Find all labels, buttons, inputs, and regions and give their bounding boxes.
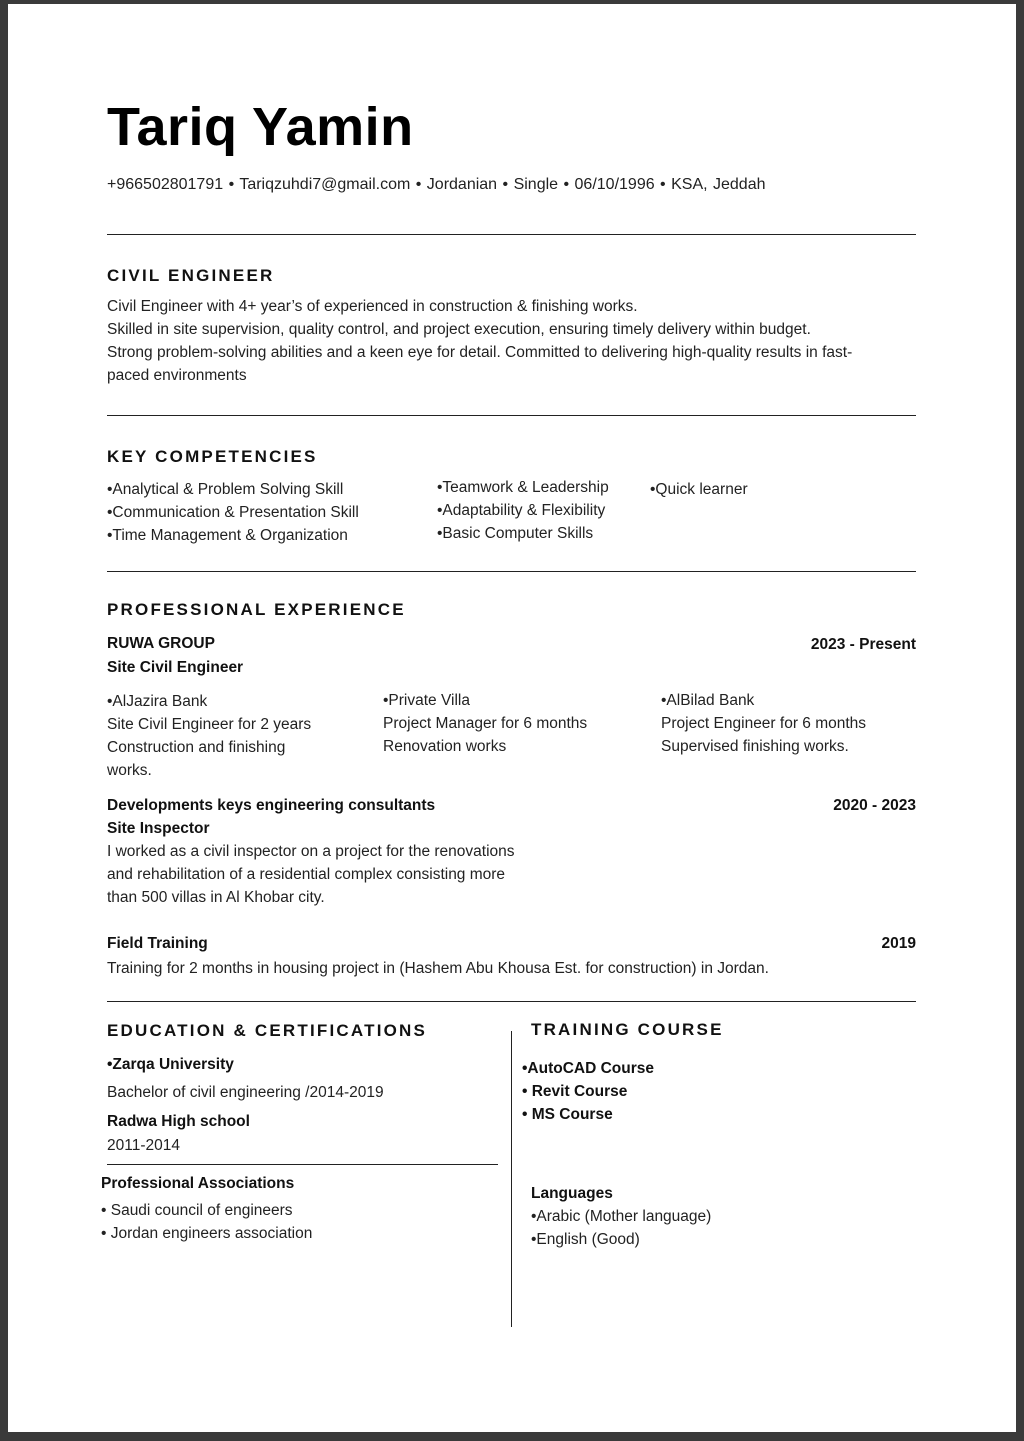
summary-line: Strong problem-solving abilities and a keen eye for detail. Committed to delivering high-quality results in fast-: [107, 344, 853, 361]
association-item: • Saudi council of engineers: [101, 1202, 293, 1219]
language-item: •English (Good): [531, 1231, 640, 1248]
project-name: •AlBilad Bank: [661, 692, 755, 709]
university: •Zarqa University: [107, 1056, 234, 1073]
job2-line: I worked as a civil inspector on a project for the renovations: [107, 843, 515, 860]
training-item: • Revit Course: [522, 1083, 628, 1100]
associations-title: Professional Associations: [101, 1175, 295, 1192]
languages-list: [531, 1205, 711, 1251]
job1-company: RUWA GROUP: [107, 635, 215, 652]
project-line: works.: [107, 762, 152, 779]
job2-dates: 2020 - 2023: [833, 797, 916, 814]
project-line: Project Manager for 6 months: [383, 715, 588, 732]
job3-company: Field Training: [107, 935, 208, 952]
high-school: Radwa High school: [107, 1113, 250, 1130]
training-item: • MS Course: [522, 1106, 613, 1123]
job1-dates: 2023 - Present: [810, 636, 916, 653]
competencies-title: KEY COMPETENCIES: [107, 447, 318, 466]
candidate-name: Tariq Yamin: [107, 97, 414, 157]
competency-item: •Teamwork & Leadership: [437, 479, 609, 496]
training-list: [522, 1057, 654, 1126]
language-item: •Arabic (Mother language): [531, 1208, 712, 1225]
job3-description: Training for 2 months in housing project in (Hashem Abu Khousa Est. for construction) in Jordan.: [107, 960, 769, 977]
job2-role: Site Inspector: [107, 820, 210, 837]
divider: [107, 571, 916, 572]
training-title: TRAINING COURSE: [531, 1020, 724, 1039]
job1-role: Site Civil Engineer: [107, 659, 244, 676]
project-line: Renovation works: [383, 738, 507, 755]
competency-item: •Basic Computer Skills: [437, 525, 594, 542]
job2-description: [107, 840, 515, 909]
competency-item: •Communication & Presentation Skill: [107, 504, 359, 521]
resume-page: [8, 4, 1016, 1432]
competency-item: •Analytical & Problem Solving Skill: [107, 481, 344, 498]
divider: [107, 1164, 498, 1165]
project-private-villa: [383, 689, 587, 758]
competency-item: •Adaptability & Flexibility: [437, 502, 606, 519]
summary-line: Skilled in site supervision, quality control, and project execution, ensuring timely delivery within budget.: [107, 321, 811, 338]
divider: [107, 234, 916, 235]
summary-line: paced environments: [107, 367, 247, 384]
high-school-years: 2011-2014: [107, 1137, 180, 1154]
divider: [107, 415, 916, 416]
training-item: •AutoCAD Course: [522, 1060, 655, 1077]
experience-title: PROFESSIONAL EXPERIENCE: [107, 600, 406, 619]
project-aljazira: [107, 690, 311, 782]
summary-line: Civil Engineer with 4+ year’s of experienced in construction & finishing works.: [107, 298, 638, 315]
job2-company: Developments keys engineering consultants: [107, 797, 436, 814]
competencies-col-3: [650, 478, 748, 501]
project-line: Project Engineer for 6 months: [661, 715, 867, 732]
job2-line: than 500 villas in Al Khobar city.: [107, 889, 325, 906]
languages-title: Languages: [531, 1185, 613, 1202]
summary-title: CIVIL ENGINEER: [107, 266, 275, 285]
project-line: Supervised finishing works.: [661, 738, 849, 755]
competency-item: •Time Management & Organization: [107, 527, 348, 544]
job3-dates: 2019: [881, 935, 916, 952]
project-albilad: [661, 689, 866, 758]
project-name: •AlJazira Bank: [107, 693, 208, 710]
association-item: • Jordan engineers association: [101, 1225, 313, 1242]
summary-text: [107, 295, 852, 387]
contact-line: +966502801791 • Tariqzuhdi7@gmail.com • Jordanian • Single • 06/10/1996 • KSA, Jeddah: [107, 176, 766, 193]
associations-list: [101, 1199, 312, 1245]
column-divider: [511, 1031, 512, 1327]
competency-item: •Quick learner: [650, 481, 748, 498]
degree: Bachelor of civil engineering /2014-2019: [107, 1084, 384, 1101]
competencies-col-1: [107, 478, 359, 547]
education-title: EDUCATION & CERTIFICATIONS: [107, 1021, 428, 1040]
competencies-col-2: [437, 476, 609, 545]
job2-line: and rehabilitation of a residential complex consisting more: [107, 866, 506, 883]
project-name: •Private Villa: [383, 692, 470, 709]
project-line: Construction and finishing: [107, 739, 286, 756]
project-line: Site Civil Engineer for 2 years: [107, 716, 312, 733]
divider: [107, 1001, 916, 1002]
